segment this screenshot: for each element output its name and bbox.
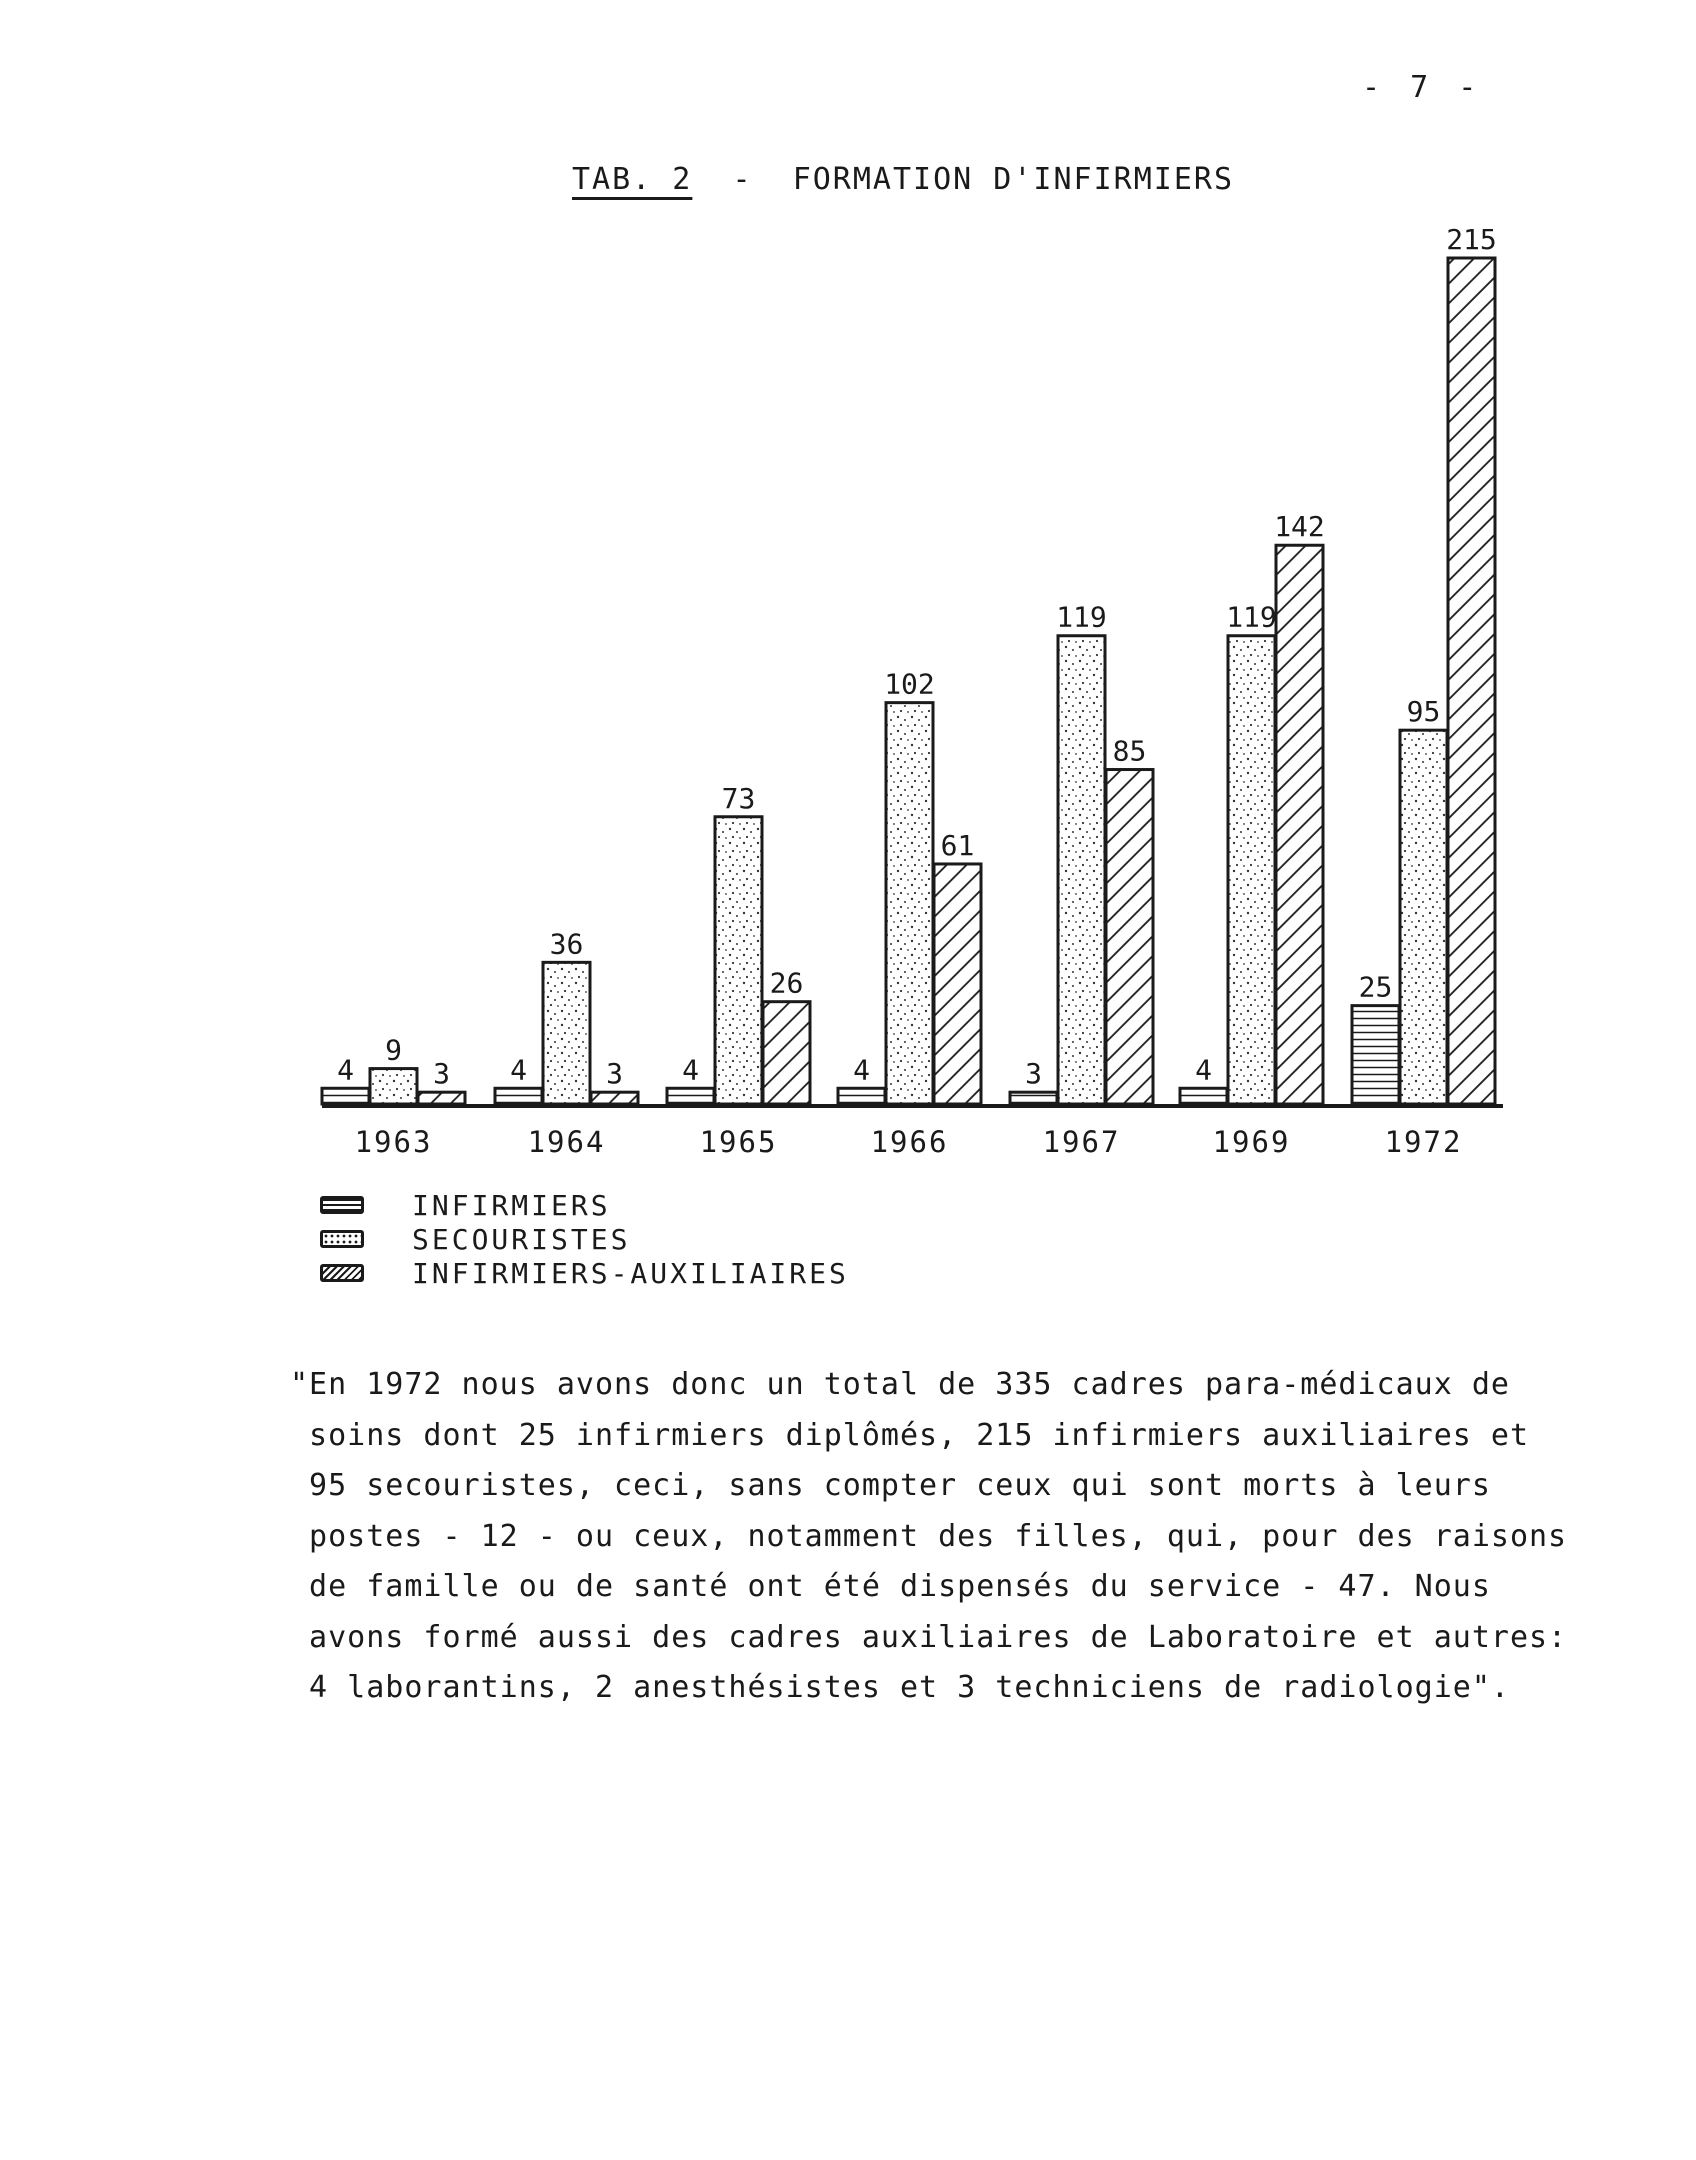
value-label-secouristes-1972: 95 [1406,695,1441,729]
value-label-infirmiers-1964: 4 [510,1053,527,1087]
value-label-secouristes-1964: 36 [549,927,584,961]
legend [320,1188,849,1290]
x-tick-label-1965: 1965 [699,1125,778,1159]
table-reference: TAB. 2 [572,162,693,197]
bar-infirmiers-auxiliaires-1966 [934,864,981,1104]
x-tick-label-1966: 1966 [870,1125,949,1159]
value-label-infirmiers-1967: 3 [1025,1057,1042,1091]
paragraph-line: soins dont 25 infirmiers diplômés, 215 infirmiers auxiliaires et [290,1417,1529,1453]
bar-infirmiers-1965 [667,1088,714,1104]
bar-secouristes-1963 [370,1069,417,1104]
value-label-infirmiers-auxiliaires-1963: 3 [433,1057,450,1091]
title-text: FORMATION D'INFIRMIERS [792,162,1235,197]
value-label-secouristes-1969: 119 [1226,600,1277,634]
title-separator: - [692,162,793,197]
value-label-infirmiers-auxiliaires-1967: 85 [1112,734,1147,768]
bar-infirmiers-auxiliaires-1967 [1106,770,1153,1104]
value-label-secouristes-1966: 102 [884,667,935,701]
value-label-infirmiers-auxiliaires-1972: 215 [1446,223,1497,256]
bar-infirmiers-1964 [495,1088,542,1104]
legend-swatch-dots [320,1230,364,1248]
value-label-infirmiers-auxiliaires-1969: 142 [1274,510,1325,544]
paragraph-line: 4 laborantins, 2 anesthésistes et 3 techniciens de radiologie". [290,1670,1510,1705]
value-label-infirmiers-1963: 4 [337,1053,354,1087]
x-tick-label-1964: 1964 [527,1125,606,1159]
quoted-paragraph [290,1360,1650,1714]
bar-secouristes-1964 [543,962,590,1104]
legend-label: INFIRMIERS-AUXILIAIRES [412,1256,849,1290]
legend-swatch-diagonal-hatch [320,1264,364,1282]
page-number: - 7 - [1362,70,1483,105]
value-label-infirmiers-auxiliaires-1964: 3 [606,1057,623,1091]
value-label-infirmiers-auxiliaires-1965: 26 [769,966,804,1000]
bar-infirmiers-1967 [1010,1092,1057,1104]
value-label-infirmiers-1972: 25 [1358,970,1393,1004]
paragraph-line: de famille ou de santé ont été dispensés du service - 47. Nous [290,1569,1491,1604]
value-label-infirmiers-auxiliaires-1966: 61 [940,828,975,862]
bar-infirmiers-1966 [838,1088,885,1104]
legend-item-infirmiers [320,1188,849,1222]
value-label-secouristes-1967: 119 [1056,600,1107,634]
bar-secouristes-1966 [886,703,933,1104]
x-tick-labels-layer [355,1125,1463,1159]
legend-item-secouristes [320,1222,849,1256]
paragraph-line: "En 1972 nous avons donc un total de 335 cadres para-médicaux de [290,1367,1510,1402]
x-tick-label-1972: 1972 [1384,1125,1463,1159]
bar-secouristes-1967 [1058,636,1105,1104]
value-label-secouristes-1963: 9 [385,1033,402,1067]
bar-secouristes-1972 [1400,730,1447,1104]
paragraph-line: postes - 12 - ou ceux, notamment des filles, qui, pour des raisons [290,1518,1568,1554]
x-tick-label-1969: 1969 [1212,1125,1291,1159]
bar-infirmiers-1969 [1180,1088,1227,1104]
bar-secouristes-1969 [1228,636,1275,1104]
legend-swatch-horizontal-lines [320,1196,364,1214]
legend-item-infirmiers-auxiliaires [320,1256,849,1290]
bar-infirmiers-auxiliaires-1964 [591,1092,638,1104]
paragraph-line: avons formé aussi des cadres auxiliaires de Laboratoire et autres: [290,1619,1568,1655]
value-label-infirmiers-1966: 4 [853,1053,870,1087]
legend-label: INFIRMIERS [412,1188,611,1222]
legend-label: SECOURISTES [412,1222,631,1256]
bar-infirmiers-auxiliaires-1972 [1448,258,1495,1104]
x-tick-label-1967: 1967 [1042,1125,1121,1159]
bar-infirmiers-1972 [1352,1006,1399,1104]
value-label-infirmiers-1965: 4 [682,1053,699,1087]
bar-infirmiers-1963 [322,1088,369,1104]
bar-infirmiers-auxiliaires-1963 [418,1092,465,1104]
value-label-infirmiers-1969: 4 [1195,1053,1212,1087]
paragraph-line: 95 secouristes, ceci, sans compter ceux qui sont morts à leurs [290,1468,1491,1503]
x-tick-label-1963: 1963 [354,1125,433,1159]
value-label-secouristes-1965: 73 [721,781,756,815]
bar-infirmiers-auxiliaires-1969 [1276,545,1323,1104]
bar-infirmiers-auxiliaires-1965 [763,1002,810,1104]
bar-secouristes-1965 [715,817,762,1104]
